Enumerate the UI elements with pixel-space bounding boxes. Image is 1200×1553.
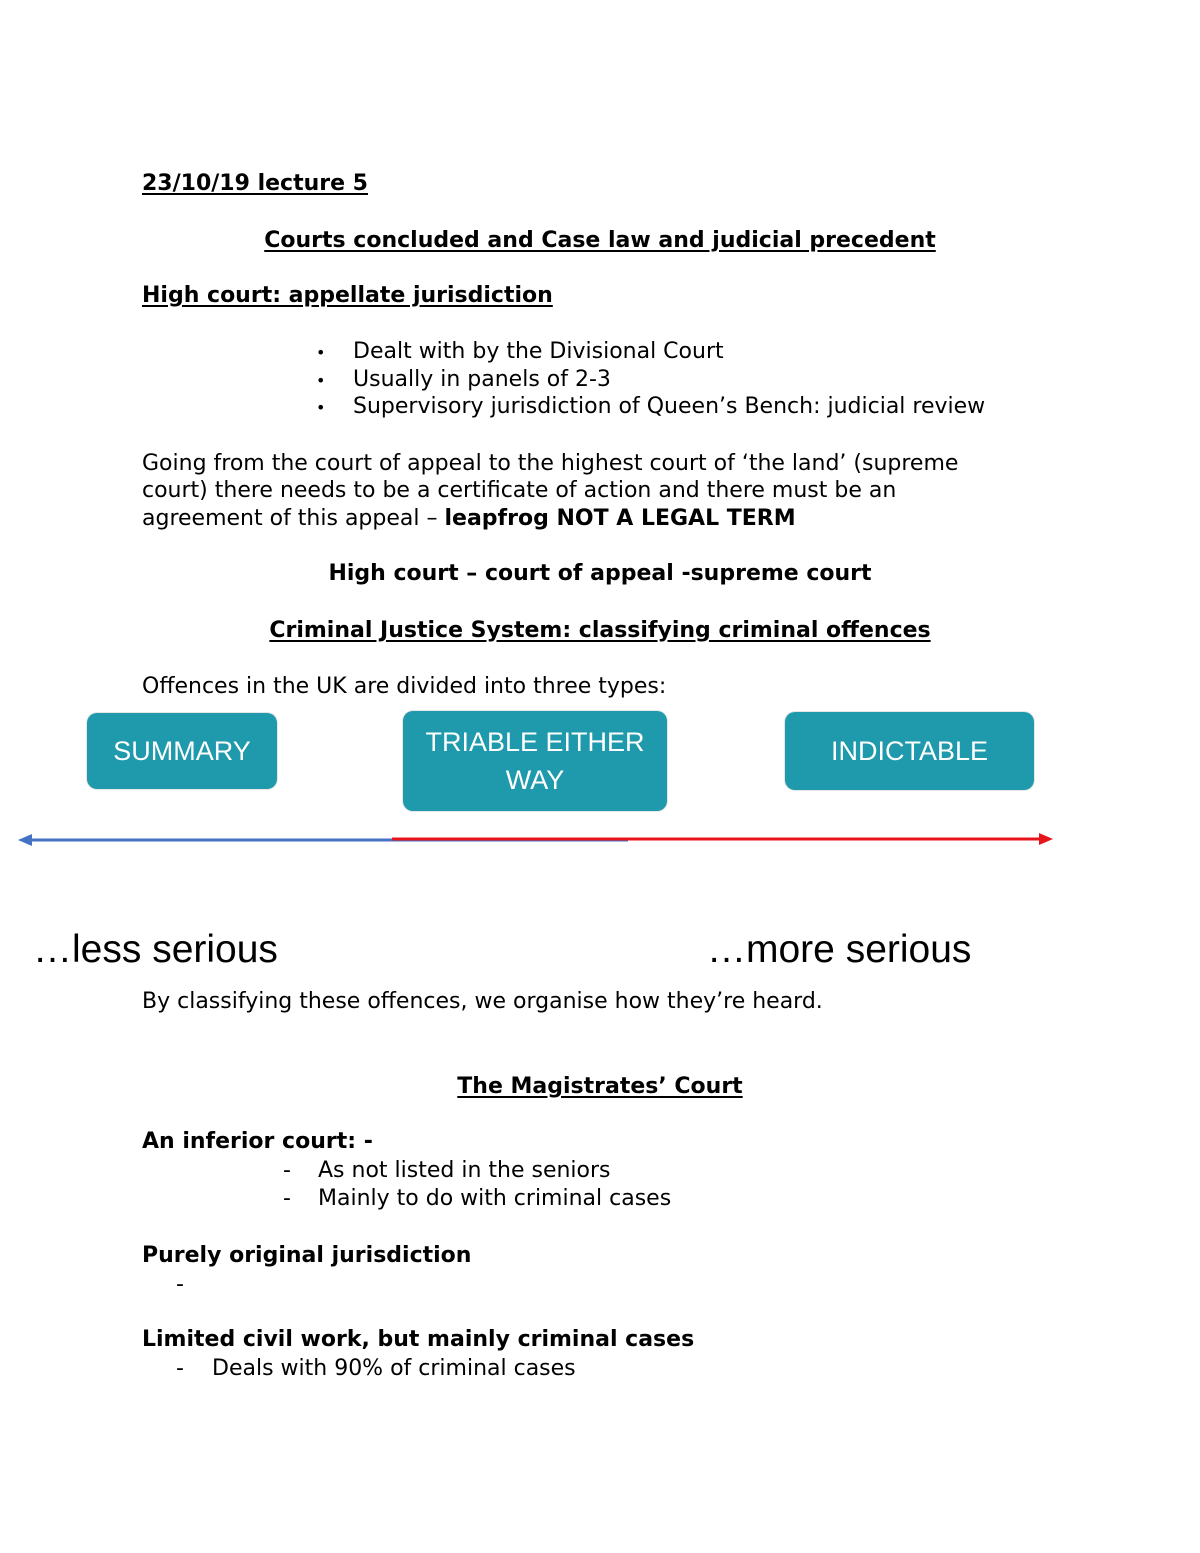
date-line: 23/10/19 lecture 5: [142, 171, 368, 196]
inferior-court-heading: An inferior court: -: [142, 1129, 373, 1154]
page-title: Courts concluded and Case law and judicial precedent: [264, 228, 936, 253]
right-arrowhead-icon: [1039, 833, 1053, 845]
dash-icon: -: [176, 1272, 184, 1297]
original-jurisdiction-heading: Purely original jurisdiction: [142, 1243, 472, 1268]
list-item: As not listed in the seniors: [318, 1158, 611, 1183]
list-item: Supervisory jurisdiction of Queen’s Bench: judicial review: [353, 394, 986, 419]
dash-icon: -: [283, 1158, 291, 1183]
dash-icon: -: [176, 1356, 184, 1381]
paragraph-line: court) there needs to be a certificate of action and there must be an: [142, 478, 897, 503]
high-court-heading: High court: appellate jurisdiction: [142, 283, 553, 308]
list-item: Usually in panels of 2-3: [353, 367, 611, 392]
paragraph-line: [142, 505, 796, 532]
summary-box: [87, 713, 277, 789]
indictable-box: [785, 712, 1034, 790]
bullet-icon: •: [316, 343, 326, 362]
more-serious-label: …more serious: [707, 928, 972, 971]
list-item: Dealt with by the Divisional Court: [353, 339, 724, 364]
seriousness-arrow: [0, 826, 1200, 856]
paragraph-line: Going from the court of appeal to the highest court of ‘the land’ (supreme: [142, 451, 959, 476]
less-serious-label: …less serious: [33, 928, 278, 971]
paragraph-text: agreement of this appeal –: [142, 506, 438, 531]
indictable-label: INDICTABLE: [830, 735, 989, 766]
summary-label: SUMMARY: [113, 735, 251, 766]
triable-label-line2: WAY: [505, 765, 565, 795]
offences-intro: Offences in the UK are divided into three types:: [142, 674, 667, 699]
dash-icon: -: [283, 1186, 291, 1211]
left-arrowhead-icon: [18, 834, 32, 846]
cjs-heading: Criminal Justice System: classifying criminal offences: [269, 618, 931, 643]
bullet-icon: •: [316, 398, 326, 417]
leapfrog-emphasis: leapfrog NOT A LEGAL TERM: [444, 506, 796, 531]
magistrates-heading: The Magistrates’ Court: [457, 1074, 743, 1099]
list-item: Deals with 90% of criminal cases: [212, 1356, 576, 1381]
triable-either-way-box: [403, 711, 667, 811]
civil-work-heading: Limited civil work, but mainly criminal cases: [142, 1327, 695, 1352]
court-hierarchy-line: High court – court of appeal -supreme court: [328, 561, 872, 586]
bullet-icon: •: [316, 371, 326, 390]
list-item: Mainly to do with criminal cases: [318, 1186, 672, 1211]
triable-label-line1: TRIABLE EITHER: [425, 727, 645, 757]
classify-note: By classifying these offences, we organise how they’re heard.: [142, 989, 823, 1014]
